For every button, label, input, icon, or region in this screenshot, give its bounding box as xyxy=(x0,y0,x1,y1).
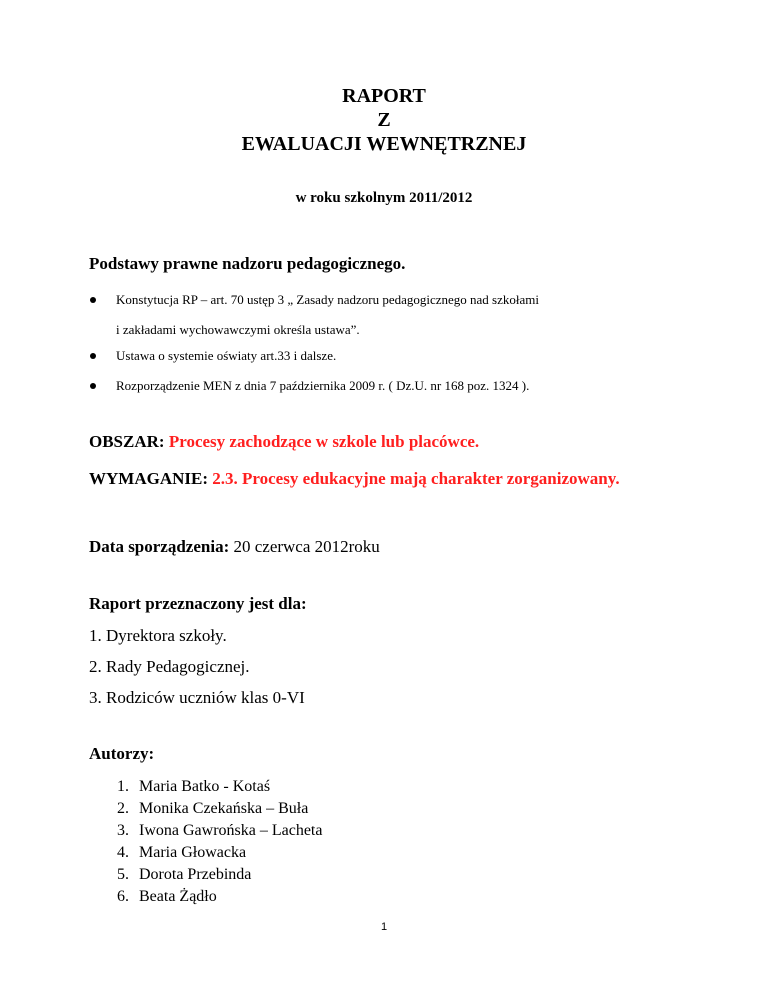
bullet-icon xyxy=(90,383,96,389)
area-label: OBSZAR: xyxy=(89,432,165,451)
legal-item-1-line-1: Konstytucja RP – art. 70 ustęp 3 „ Zasady nadzoru pedagogicznego nad szkołami xyxy=(116,292,539,307)
bullet-icon xyxy=(90,297,96,303)
author-item-4 xyxy=(117,844,246,862)
page-number: 1 xyxy=(380,921,388,933)
author-item-2 xyxy=(117,800,308,818)
authors-heading: Autorzy: xyxy=(89,744,155,763)
report-title-line-1: RAPORT xyxy=(342,85,426,107)
date-value: 20 czerwca 2012roku xyxy=(233,537,380,556)
report-title-line-3: EWALUACJI WEWNĘTRZNEJ xyxy=(241,133,527,155)
author-name: Beata Żądło xyxy=(139,888,217,905)
school-year: w roku szkolnym 2011/2012 xyxy=(295,190,473,206)
author-name: Maria Batko - Kotaś xyxy=(139,778,271,795)
report-title-line-2: Z xyxy=(377,109,391,131)
recipient-item-2: 2. Rady Pedagogicznej. xyxy=(89,657,250,676)
bullet-icon xyxy=(90,353,96,359)
author-name: Maria Głowacka xyxy=(139,844,247,861)
author-number: 1. xyxy=(117,778,129,795)
requirement-line xyxy=(89,469,620,489)
author-name: Dorota Przebinda xyxy=(139,866,252,883)
author-number: 4. xyxy=(117,844,129,861)
author-number: 5. xyxy=(117,866,129,883)
author-number: 6. xyxy=(117,888,129,905)
author-item-3 xyxy=(117,822,322,840)
date-label: Data sporządzenia: xyxy=(89,537,230,556)
recipients-heading: Raport przeznaczony jest dla: xyxy=(89,594,307,613)
area-value: Procesy zachodzące w szkole lub placówce. xyxy=(168,432,480,451)
author-name: Iwona Gawrońska – Lacheta xyxy=(139,822,323,839)
author-item-1 xyxy=(117,778,270,796)
requirement-label: WYMAGANIE: xyxy=(89,469,208,488)
legal-item-1-line-2: i zakładami wychowawczymi określa ustawa”. xyxy=(116,322,360,337)
legal-item-3-text: Rozporządzenie MEN z dnia 7 października 2009 r. ( Dz.U. nr 168 poz. 1324 ). xyxy=(116,378,530,393)
recipient-item-1: 1. Dyrektora szkoły. xyxy=(89,626,227,645)
legal-basis-heading: Podstawy prawne nadzoru pedagogicznego. xyxy=(89,254,406,273)
author-item-5 xyxy=(117,866,251,884)
author-item-6 xyxy=(117,888,217,906)
legal-item-2-text: Ustawa o systemie oświaty art.33 i dalsze. xyxy=(116,348,337,363)
author-number: 3. xyxy=(117,822,129,839)
area-line xyxy=(89,432,479,452)
author-number: 2. xyxy=(117,800,129,817)
requirement-value: 2.3. Procesy edukacyjne mają charakter zorganizowany. xyxy=(212,469,620,488)
date-line xyxy=(89,537,380,557)
recipient-item-3: 3. Rodziców uczniów klas 0-VI xyxy=(89,688,305,707)
author-name: Monika Czekańska – Buła xyxy=(139,800,309,817)
